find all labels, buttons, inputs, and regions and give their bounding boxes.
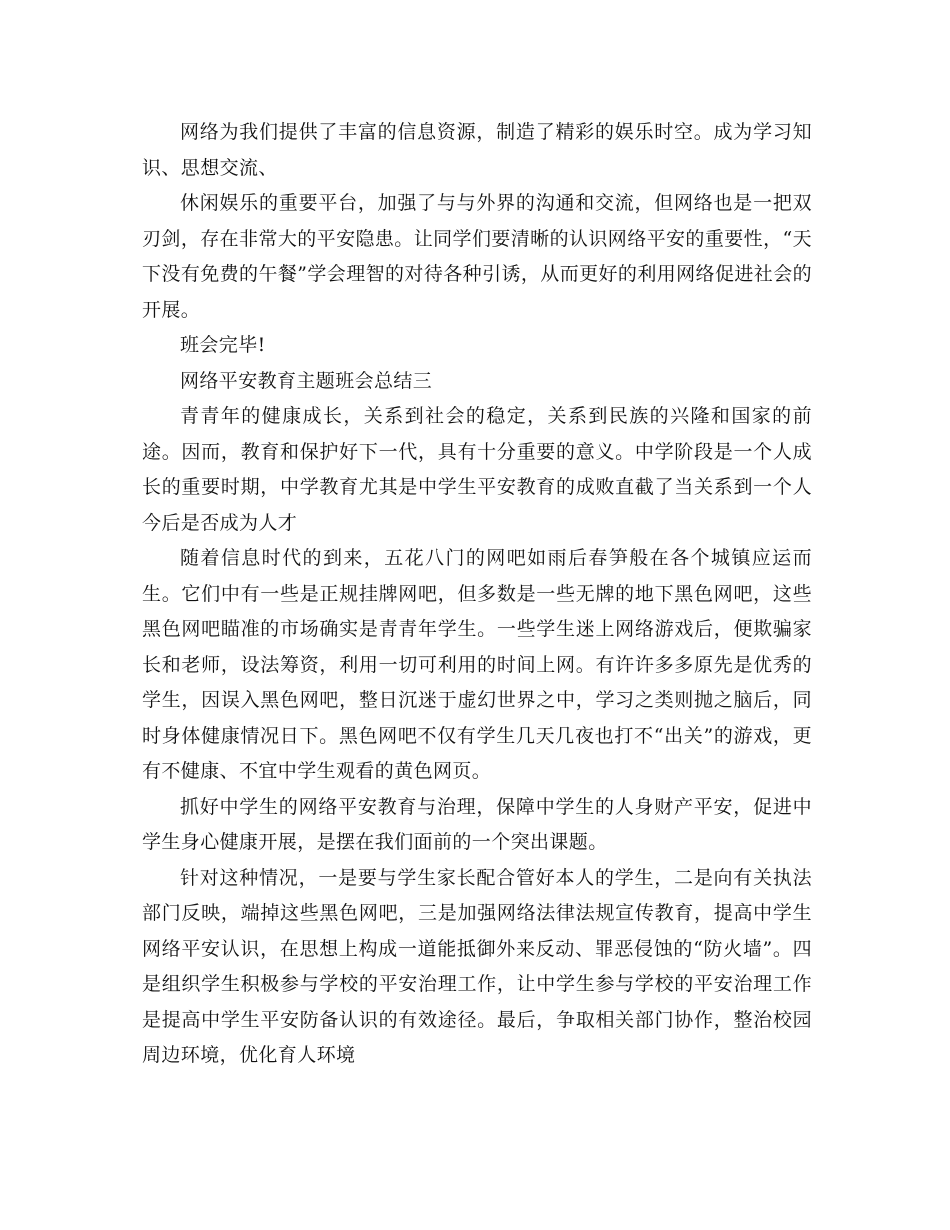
paragraph-8: 针对这种情况，一是要与学生家长配合管好本人的学生，二是向有关执法部门反映，端掉这些黑色网吧，三是加强网络法律法规宣传教育，提高中学生网络平安认识，在思想上构成一道能抵御外来反动、罪恶侵蚀的“防火墙”。四是组织学生积极参与学校的平安治理工作，让中学生参与学校的平安治理工作是提高中学生平安防备认识的有效途径。最后，争取相关部门协作，整治校园周边环境，优化育人环境: [142, 866, 812, 1066]
paragraph-7: 抓好中学生的网络平安教育与治理，保障中学生的人身财产平安，促进中学生身心健康开展，是摆在我们面前的一个突出课题。: [142, 795, 812, 853]
section-heading: 网络平安教育主题班会总结三: [180, 369, 433, 392]
paragraph-2: 休闲娱乐的重要平台，加强了与与外界的沟通和交流，但网络也是一把双刃剑，存在非常大的平安隐患。让同学们要清晰的认识网络平安的重要性，“天下没有免费的午餐”学会理智的对待各种引诱，从而更好的利用网络促进社会的开展。: [142, 192, 812, 321]
paragraph-3: 班会完毕!: [180, 334, 266, 356]
paragraph-5: 青青年的健康成长，关系到社会的稳定，关系到民族的兴隆和国家的前途。因而，教育和保护好下一代，具有十分重要的意义。中学阶段是一个人成长的重要时期，中学教育尤其是中学生平安教育的成败直截了当关系到一个人今后是否成为人才: [142, 405, 812, 534]
document-body: [142, 115, 812, 1074]
paragraph-1: 网络为我们提供了丰富的信息资源，制造了精彩的娱乐时空。成为学习知识、思想交流、: [142, 121, 812, 179]
paragraph-6: 随着信息时代的到来，五花八门的网吧如雨后春笋般在各个城镇应运而生。它们中有一些是正规挂牌网吧，但多数是一些无牌的地下黑色网吧，这些黑色网吧瞄准的市场确实是青青年学生。一些学生迷上网络游戏后，便欺骗家长和老师，设法筹资，利用一切可利用的时间上网。有许许多多原先是优秀的学生，因误入黑色网吧，整日沉迷于虚幻世界之中，学习之类则抛之脑后，同时身体健康情况日下。黑色网吧不仅有学生几天几夜也打不“出关”的游戏，更有不健康、不宜中学生观看的黄色网页。: [142, 547, 812, 782]
